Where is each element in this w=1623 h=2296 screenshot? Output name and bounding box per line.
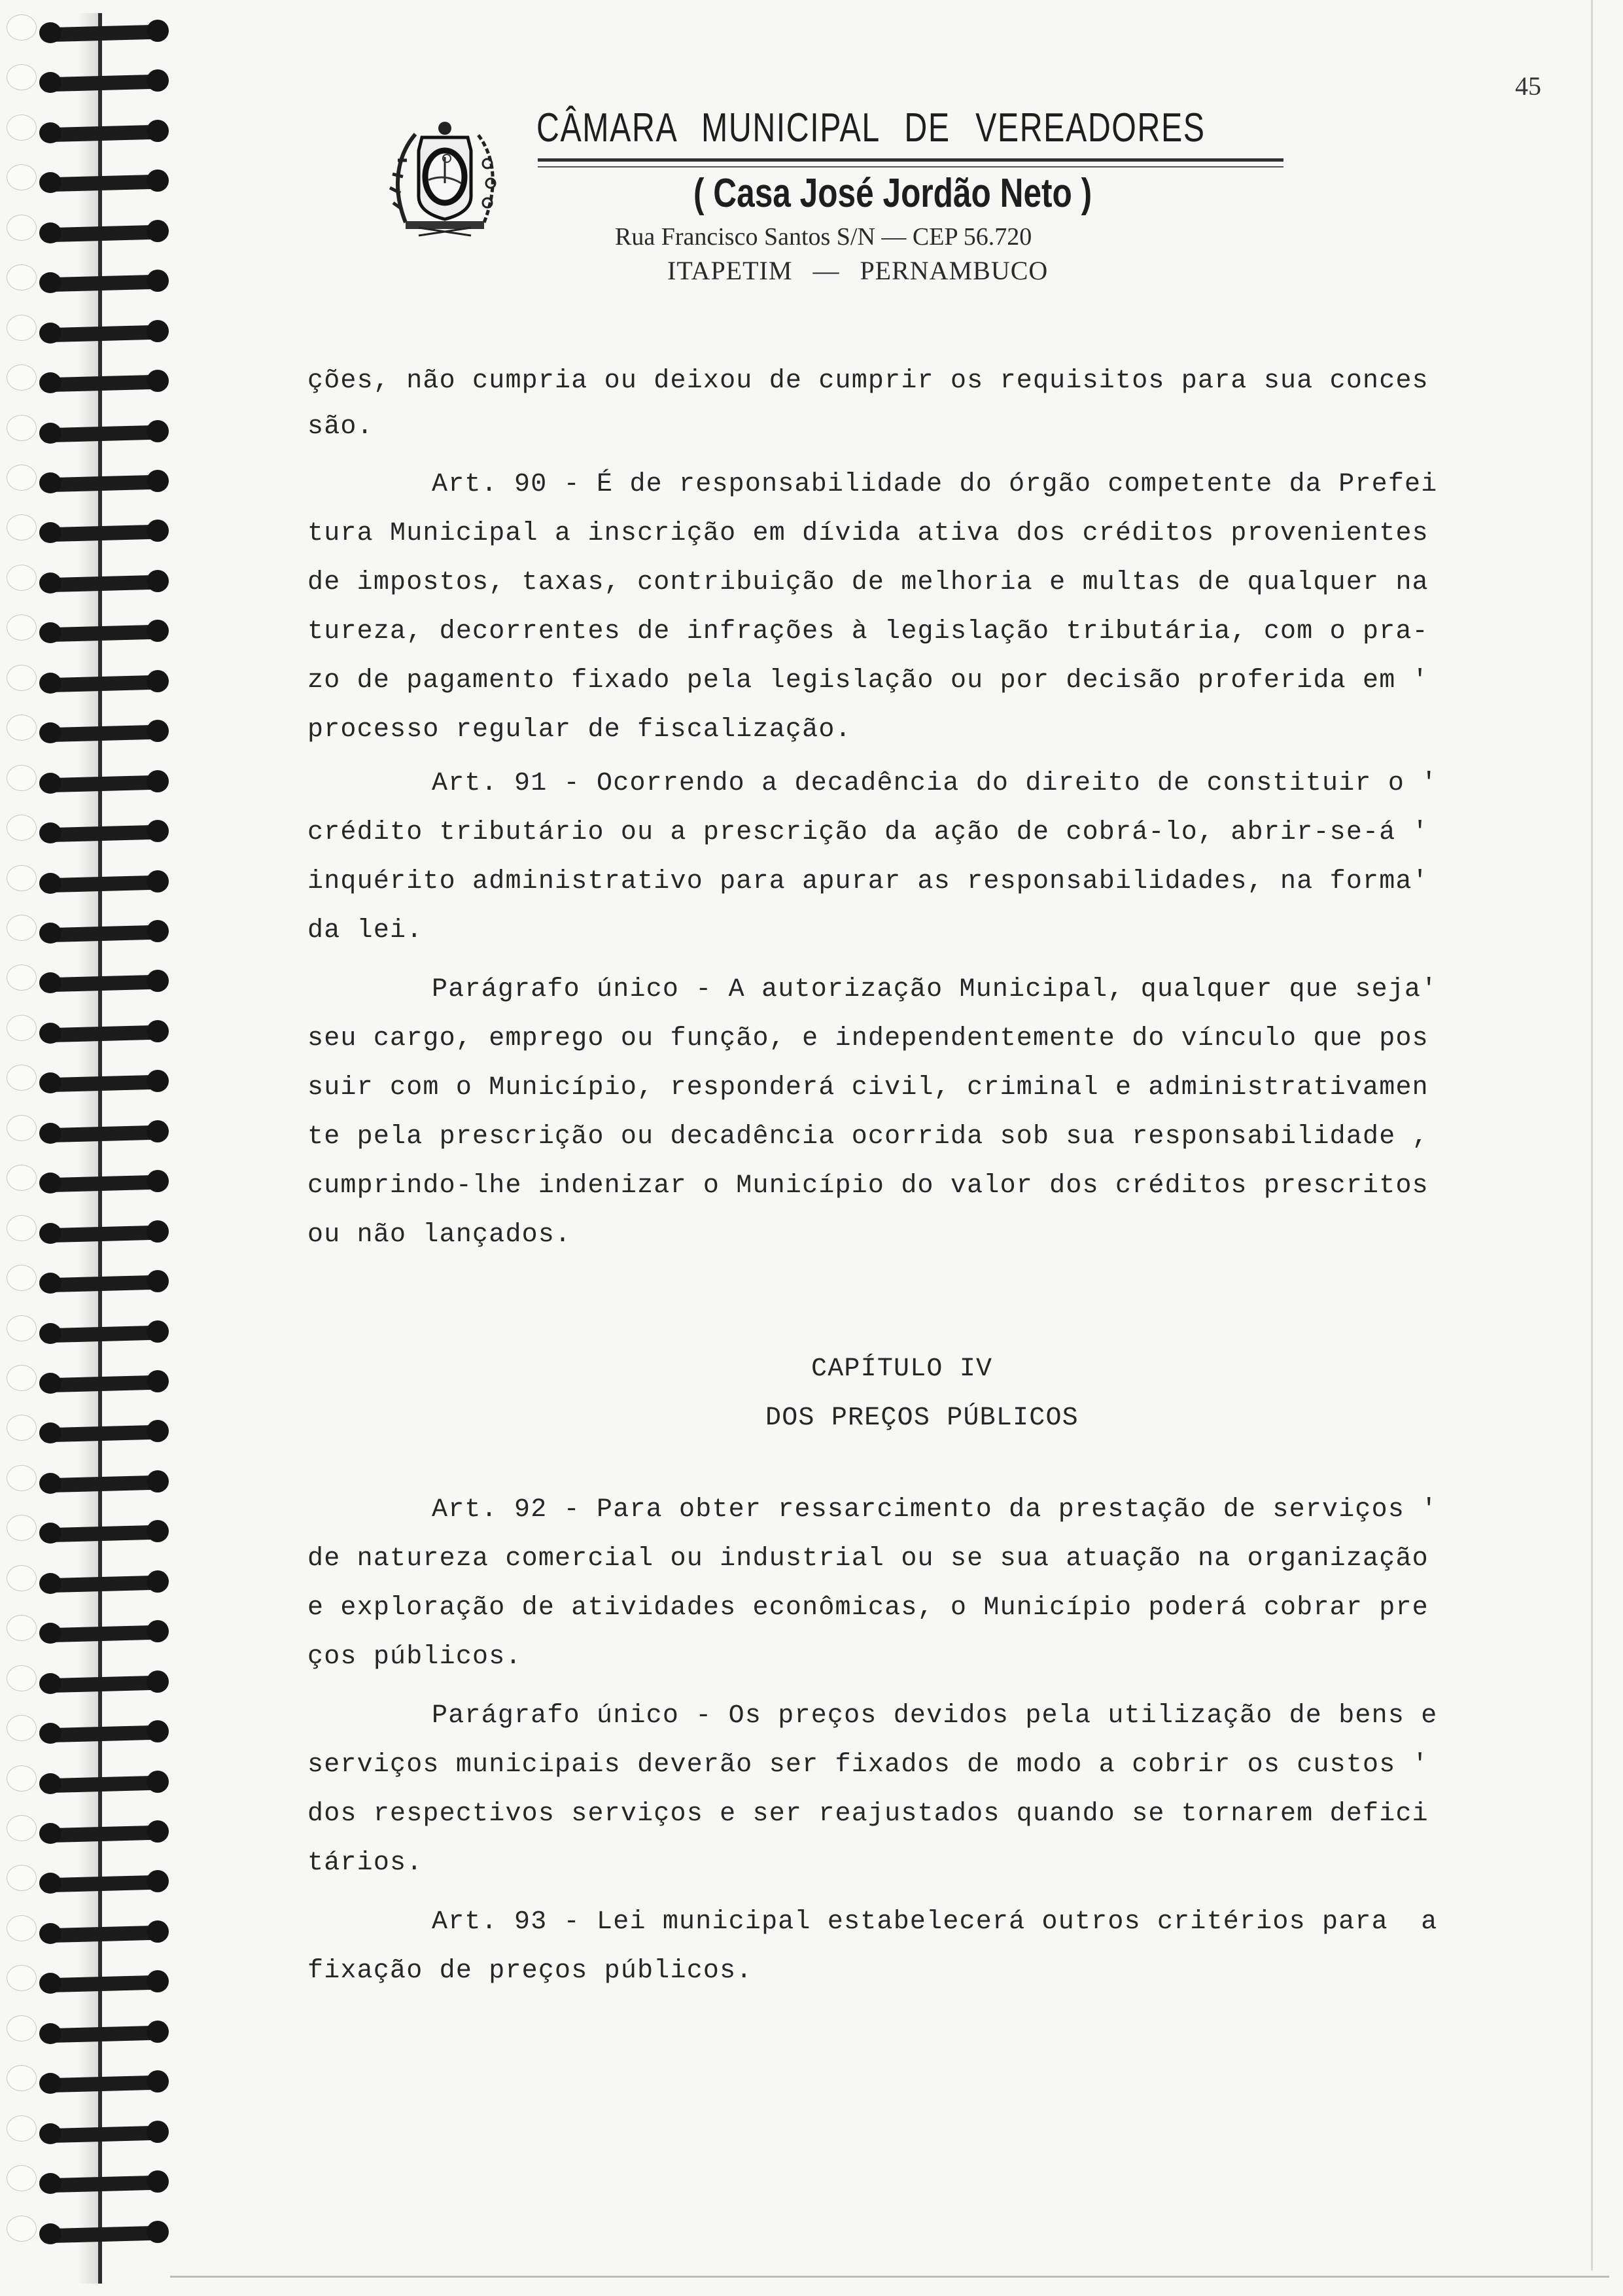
article-93-line: Art. 93 - Lei municipal estabelecerá outros critérios para a	[432, 1907, 1438, 1937]
binding-coil	[39, 276, 164, 293]
binding-coil	[39, 376, 164, 393]
spiral-binding	[0, 0, 196, 2296]
punch-hole	[7, 1515, 37, 1541]
punch-hole	[7, 164, 37, 190]
paragraph-unico-line: Parágrafo único - A autorização Municipal, qualquer que seja'	[432, 975, 1438, 1004]
text-line: fixação de preços públicos.	[307, 1956, 753, 1986]
punch-hole	[7, 1665, 37, 1691]
punch-hole	[7, 2165, 37, 2191]
binding-coil	[39, 526, 164, 543]
punch-hole	[7, 2115, 37, 2142]
binding-coil	[39, 826, 164, 843]
binding-coil	[39, 1627, 164, 1644]
text-line: suir com o Município, responderá civil, criminal e administrativamen	[307, 1073, 1429, 1103]
punch-hole	[7, 1765, 37, 1792]
article-90-line: Art. 90 - É de responsabilidade do órgão competente da Prefei	[432, 470, 1438, 499]
binding-coil	[39, 726, 164, 743]
punch-hole	[7, 315, 37, 341]
article-91-line: Art. 91 - Ocorrendo a decadência do direito de constituir o '	[432, 769, 1438, 798]
binding-coil	[39, 1277, 164, 1294]
page-edge-bottom	[170, 2276, 1609, 2278]
text-line: e exploração de atividades econômicas, o Município poderá cobrar pre	[307, 1593, 1429, 1623]
text-line: de impostos, taxas, contribuição de melhoria e multas de qualquer na	[307, 568, 1429, 597]
punch-hole	[7, 865, 37, 891]
punch-hole	[7, 115, 37, 141]
text-line: são.	[307, 412, 374, 442]
punch-hole	[7, 2065, 37, 2091]
punch-hole	[7, 2216, 37, 2242]
punch-hole	[7, 14, 37, 41]
binding-coil	[39, 26, 164, 43]
text-line: ços públicos.	[307, 1642, 522, 1672]
binding-coil	[39, 126, 164, 143]
letterhead-city: ITAPETIM — PERNAMBUCO	[667, 256, 1049, 285]
binding-coil	[39, 1977, 164, 1994]
punch-hole	[7, 1615, 37, 1641]
binding-coil	[39, 2027, 164, 2044]
binding-coil	[39, 1527, 164, 1544]
text-line: dos respectivos serviços e ser reajustados quando se tornarem defici	[307, 1799, 1429, 1829]
binding-coil	[39, 1176, 164, 1193]
text-line: te pela prescrição ou decadência ocorrida sob sua responsabilidade ,	[307, 1122, 1429, 1152]
binding-coil	[39, 927, 164, 944]
binding-coil	[39, 176, 164, 193]
punch-hole	[7, 1215, 37, 1241]
binding-coil	[39, 1377, 164, 1394]
chapter-number: CAPÍTULO IV	[811, 1354, 993, 1384]
letterhead	[366, 105, 1348, 301]
binding-coil	[39, 1927, 164, 1944]
binding-coil	[39, 1677, 164, 1694]
binding-coil	[39, 1477, 164, 1494]
binding-coil	[39, 1127, 164, 1144]
binding-coil	[39, 1076, 164, 1093]
binding-coil	[39, 777, 164, 794]
punch-hole	[7, 765, 37, 791]
text-line: crédito tributário ou a prescrição da ação de cobrá-lo, abrir-se-á '	[307, 818, 1429, 847]
letterhead-title: CÂMARA MUNICIPAL DE VEREADORES	[536, 105, 1206, 150]
text-line: zo de pagamento fixado pela legislação ou por decisão proferida em '	[307, 666, 1429, 696]
text-line: cumprindo-lhe indenizar o Município do valor dos créditos prescritos	[307, 1171, 1429, 1201]
binding-coil	[39, 2177, 164, 2194]
binding-coil	[39, 677, 164, 694]
binding-coil	[39, 427, 164, 444]
binding-coil	[39, 2227, 164, 2244]
punch-hole	[7, 1315, 37, 1341]
binding-coil	[39, 877, 164, 894]
punch-hole	[7, 1065, 37, 1091]
text-line: tureza, decorrentes de infrações à legislação tributária, com o pra-	[307, 617, 1429, 646]
punch-hole	[7, 1865, 37, 1891]
punch-hole	[7, 1265, 37, 1291]
punch-hole	[7, 1365, 37, 1391]
text-line: tura Municipal a inscrição em dívida ativa dos créditos provenientes	[307, 519, 1429, 548]
binding-coil	[39, 1426, 164, 1443]
letterhead-subtitle: ( Casa José Jordão Neto )	[693, 171, 1092, 216]
text-line: processo regular de fiscalização.	[307, 715, 852, 745]
text-line: da lei.	[307, 916, 423, 945]
binding-coil	[39, 1877, 164, 1894]
binding-coil	[39, 2127, 164, 2144]
binding-coil	[39, 626, 164, 643]
punch-hole	[7, 715, 37, 741]
binding-coil	[39, 476, 164, 493]
coat-of-arms-icon	[379, 111, 510, 242]
punch-hole	[7, 815, 37, 841]
binding-coil	[39, 1727, 164, 1744]
punch-hole	[7, 1115, 37, 1141]
punch-hole	[7, 415, 37, 441]
article-92-line: Art. 92 - Para obter ressarcimento da prestação de serviços '	[432, 1495, 1438, 1525]
text-line: de natureza comercial ou industrial ou se sua atuação na organização	[307, 1544, 1429, 1574]
punch-hole	[7, 1965, 37, 1991]
chapter-title: DOS PREÇOS PÚBLICOS	[765, 1404, 1079, 1433]
page-edge-right	[1591, 0, 1593, 2270]
binding-coil	[39, 1577, 164, 1594]
punch-hole	[7, 665, 37, 691]
text-line: ções, não cumpria ou deixou de cumprir os requisitos para sua conces	[307, 366, 1429, 396]
text-line: seu cargo, emprego ou função, e independentemente do vínculo que pos	[307, 1024, 1429, 1053]
binding-coil	[39, 976, 164, 993]
punch-hole	[7, 614, 37, 641]
binding-coil	[39, 1327, 164, 1344]
letterhead-address: Rua Francisco Santos S/N — CEP 56.720	[615, 223, 1032, 251]
punch-hole	[7, 1165, 37, 1191]
punch-hole	[7, 1465, 37, 1491]
punch-hole	[7, 1915, 37, 1941]
punch-hole	[7, 364, 37, 391]
punch-hole	[7, 64, 37, 90]
text-line: serviços municipais deverão ser fixados de modo a cobrir os custos '	[307, 1750, 1429, 1780]
punch-hole	[7, 964, 37, 991]
punch-hole	[7, 215, 37, 241]
punch-hole	[7, 1565, 37, 1591]
text-line: inquérito administrativo para apurar as responsabilidades, na forma'	[307, 867, 1429, 896]
punch-hole	[7, 1415, 37, 1441]
text-line: ou não lançados.	[307, 1220, 572, 1250]
binding-coil	[39, 226, 164, 243]
punch-hole	[7, 514, 37, 540]
binding-coil	[39, 1227, 164, 1244]
letterhead-rule	[538, 158, 1283, 168]
punch-hole	[7, 1715, 37, 1741]
punch-hole	[7, 264, 37, 291]
binding-coil	[39, 76, 164, 93]
binding-coil	[39, 1027, 164, 1044]
binding-coil	[39, 1827, 164, 1844]
punch-hole	[7, 565, 37, 591]
punch-hole	[7, 1815, 37, 1841]
punch-hole	[7, 465, 37, 491]
paragraph-unico-line: Parágrafo único - Os preços devidos pela utilização de bens e	[432, 1701, 1438, 1731]
page-number: 45	[1515, 71, 1541, 101]
binding-coil	[39, 2077, 164, 2094]
text-line: tários.	[307, 1848, 423, 1878]
punch-hole	[7, 915, 37, 941]
binding-coil	[39, 1777, 164, 1794]
binding-coil	[39, 327, 164, 344]
punch-hole	[7, 1015, 37, 1041]
binding-coil	[39, 576, 164, 593]
punch-hole	[7, 2015, 37, 2041]
